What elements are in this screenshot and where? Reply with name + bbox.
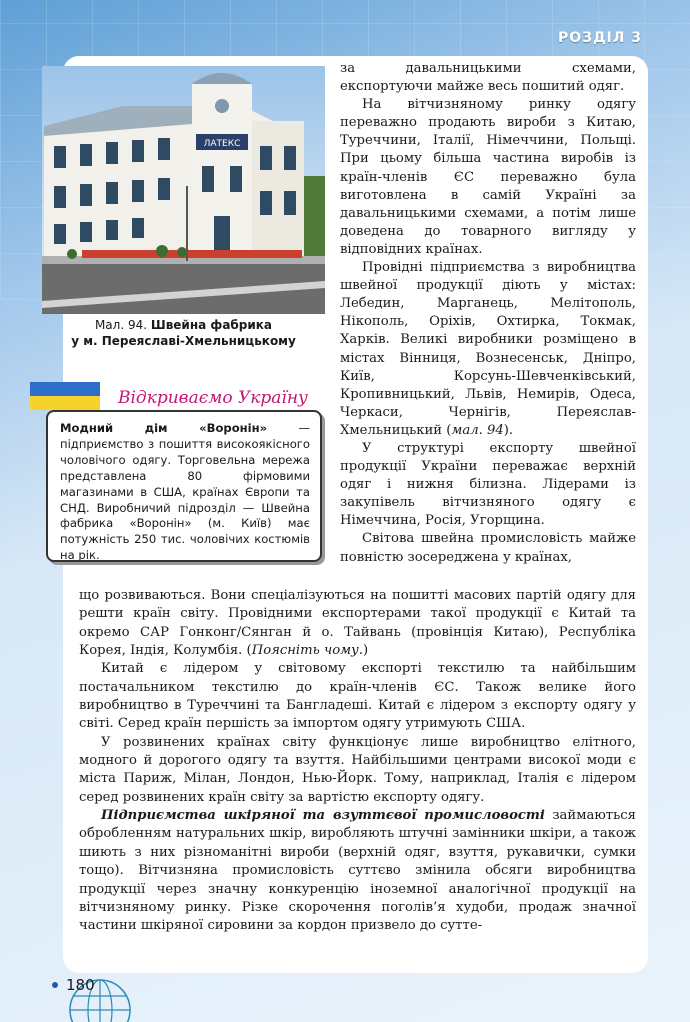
right-column bbox=[340, 60, 636, 567]
paragraph: Світова швейна промисловість майже повністю зосереджена у країнах, bbox=[340, 531, 636, 565]
paragraph bbox=[340, 259, 636, 440]
ukraine-flag-icon bbox=[30, 382, 100, 410]
caption-label: Мал. 94. bbox=[94, 318, 148, 332]
paragraph: На вітчизняному ринку одягу переважно продають вироби з Китаю, Туреччини, Італії, Німеччини, Польщі. При цьому більша частина виробів із країн-членів ЄС переважно була виготовлена в самій Україні за давальницькими схемами, а потім лише доведена до товарного вигляду у відповідних країнах. bbox=[340, 97, 636, 257]
factory-photo bbox=[42, 66, 325, 314]
paragraph bbox=[79, 807, 636, 935]
caption-title-1: Швейна фабрика bbox=[150, 318, 273, 332]
full-width-text bbox=[79, 587, 636, 936]
factory-sign: ЛАТЕКС bbox=[203, 139, 241, 149]
paragraph bbox=[79, 587, 636, 660]
paragraph: Китай є лідером у світовому експорті текстилю та найбільшим постачальником текстилю до країн-членів ЄС. Також велике його виробництво в Туреччині та Бангладеші. Китай є лідером з експорту одягу у світі. Серед країн першість за імпортом одягу утримують США. bbox=[79, 661, 636, 732]
paragraph-text: займаються обробленням натуральних шкір, виробляють штучні замінники шкіри, а також шиють з них різноманітні вироби (верхній одяг, взуття, рукавички, сумки тощо). Вітчизняна промисловість суттєво змінила обсяги виробництва продукції через значну конкуренцію іноземної аналогічної продукції на вітчизняному ринку. Різке скорочення поголів’я худоби, продаж значної частини шкіряної сировини за кордон призвело до сутте- bbox=[79, 808, 636, 934]
discover-box bbox=[46, 410, 322, 562]
term-heading: Підприємства шкіряної та взуттєвої промисловості bbox=[101, 808, 545, 824]
discover-lead: Модний дім «Воронін» bbox=[60, 421, 268, 435]
paragraph: У структурі експорту швейної продукції України переважає верхній одяг і нижня білизна. Лідерами із закупівель вітчизняного одягу є Німеччина, Росія, Угорщина. bbox=[340, 440, 636, 529]
page-number: 180 bbox=[66, 976, 95, 994]
photo-caption bbox=[42, 317, 325, 349]
paragraph-text: що розвиваються. Вони спеціалізуються на пошитті масових партій одягу для решти країн світу. Провідними експортерами такої продукції є Китай та окремо САР Гонконг/Сянган й о. Тайвань (провінція Китаю), Республіка Корея, Індія, Колумбія. ( bbox=[79, 588, 636, 659]
discover-title: Відкриваємо Україну bbox=[118, 388, 308, 408]
figure-reference: мал. 94 bbox=[451, 422, 504, 438]
page-number-dot bbox=[52, 982, 58, 988]
task-prompt: Поясніть чому. bbox=[251, 643, 363, 659]
paragraph-text: Провідні підприємства з виробництва швейної продукції діють у містах: Лебедин, Марганець, Мелітополь, Нікополь, Оріхів, Охтирка, Токмак, Харків. Великі виробники розміщено в містах Вінниця, Вознесенськ, Дніпро, Київ, Корсунь-Шевченківський, Кропивницький, Львів, Немирів, Одеса, Черкаси, Чернігів, Переяслав-Хмельницький ( bbox=[340, 260, 636, 438]
paragraph-text: ) bbox=[362, 643, 369, 659]
caption-title-2: у м. Переяславі-Хмельницькому bbox=[71, 334, 296, 348]
discover-text: — підприємство з пошиття високоякісного чоловічого одягу. Торговельна мережа представлена 80 фірмовими магазинами в США, країнах Європи та СНД. Виробничий підрозділ — Швейна фабрика «Воронін» (м. Київ) має потужність 250 тис. чоловічих костюмів на рік. bbox=[60, 421, 310, 563]
paragraph: У розвинених країнах світу функціонує лише виробництво елітного, модного й дорогого одягу та взуття. Найбільшими центрами високої моди є міста Париж, Мілан, Лондон, Нью-Йорк. Тому, наприклад, Італія є лідером серед розвинених країн світу за вартістю експорту одягу. bbox=[79, 734, 636, 805]
section-header: РОЗДІЛ 3 bbox=[557, 30, 642, 46]
paragraph: за давальницькими схемами, експортуючи майже весь пошитий одяг. bbox=[340, 61, 636, 95]
paragraph-text: ). bbox=[503, 422, 514, 438]
